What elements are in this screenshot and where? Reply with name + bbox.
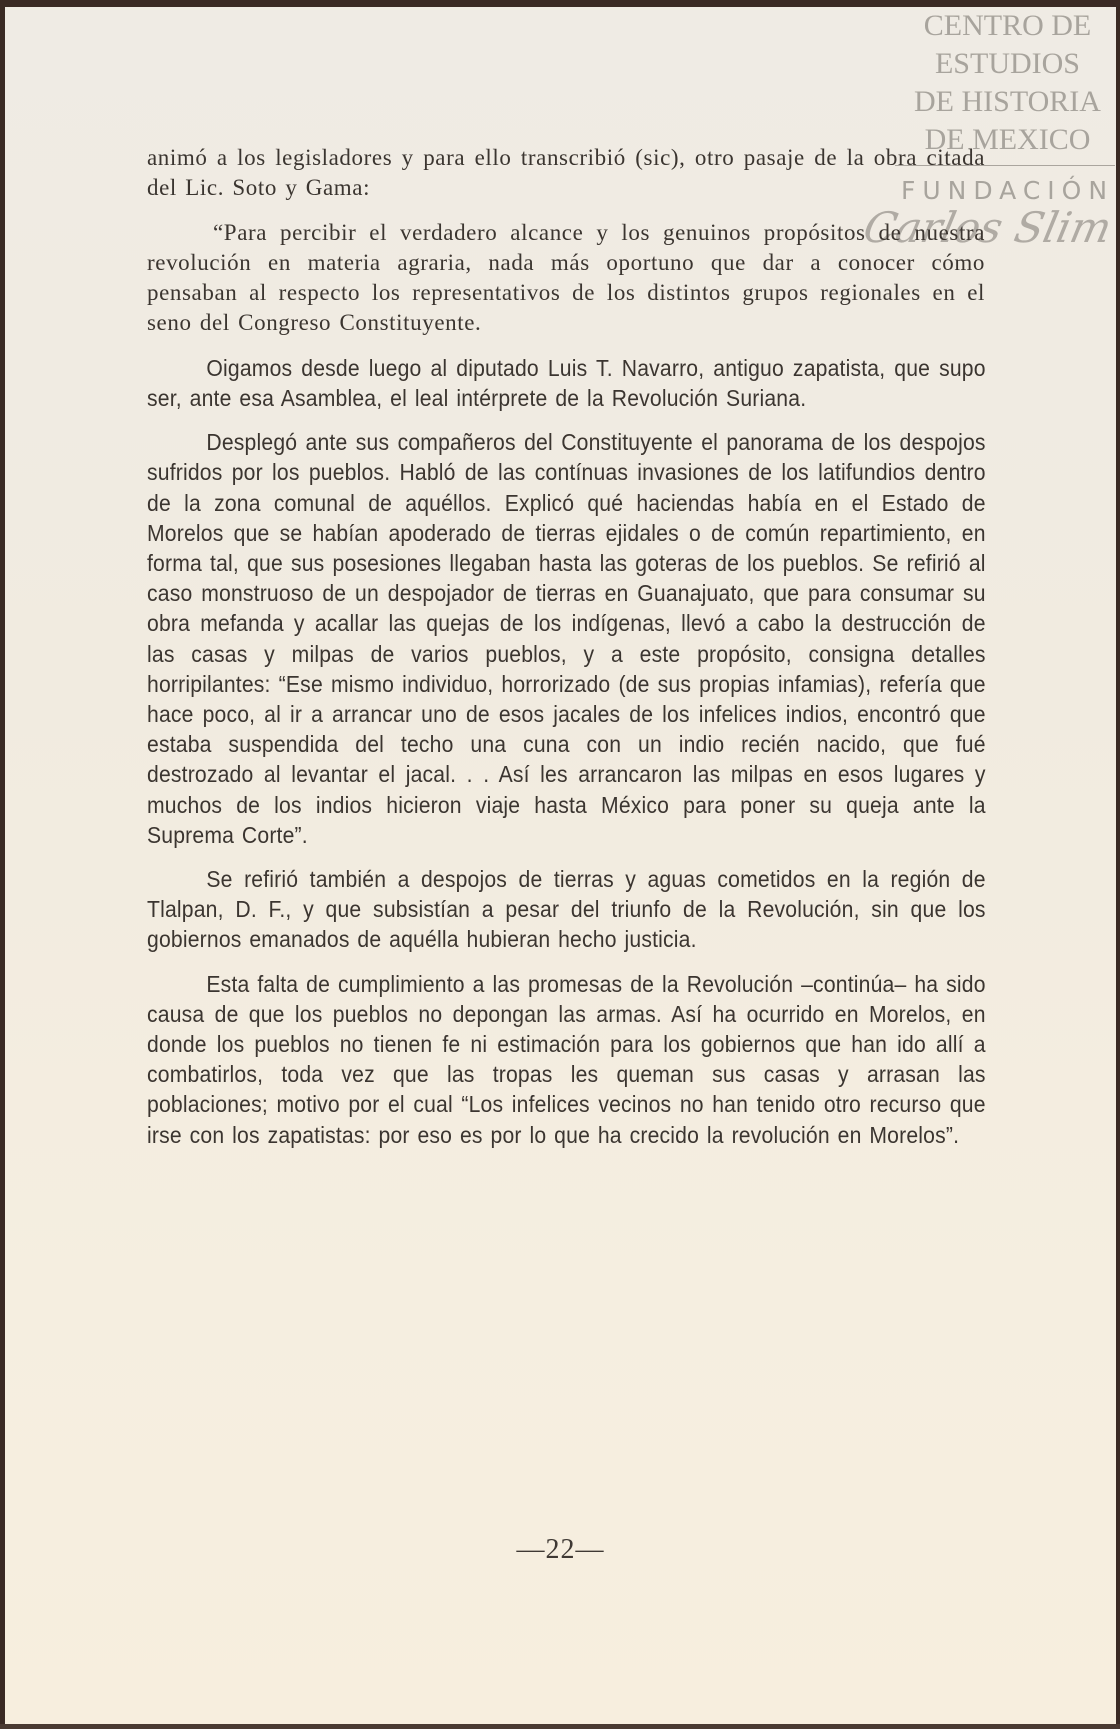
page-bottom-edge xyxy=(0,1724,1120,1729)
document-page xyxy=(5,7,1116,1724)
paragraph: animó a los legisladores y para ello transcribió (sic), otro pasaje de la obra citada del Lic. Soto y Gama: xyxy=(147,145,985,201)
watermark-line: DE HISTORIA xyxy=(914,85,1101,118)
paragraph: Desplegó ante sus compañeros del Constituyente el panorama de los despojos sufridos por los pueblos. Habló de las contínuas invasiones de los latifundios dentro de la zona comunal de aquéllos. Explicó qué haciendas había en el Estado de Morelos que se habían apoderado de tierras ejidales o de común repartimiento, en forma tal, que sus posesiones llegaban hasta las goteras de los pueblos. Se refirió al caso monstruoso de un despojador de tierras en Guanajuato, que para consumar su obra mefanda y acallar las quejas de los indígenas, llevó a cabo la destrucción de las casas y milpas de varios pueblos, y a este propósito, consigna detalles horripilantes: “Ese mismo individuo, horrorizado (de sus propias infamias), refería que hace poco, al ir a arrancar uno de esos jacales de los infelices indios, encontró que estaba suspendida del techo una cuna con un indio recién nacido, que fué destrozado al levantar el jacal. . . Así les arrancaron las milpas en esos lugares y muchos de los indios hicieron viaje hasta México para poner su queja ante la Suprema Corte”. xyxy=(147,429,986,848)
watermark-line: DE MEXICO xyxy=(924,123,1091,156)
paragraph: Oigamos desde luego al diputado Luis T. Navarro, antiguo zapatista, que supo ser, ante esa Asamblea, el leal intérprete de la Revolución Suriana. xyxy=(147,354,986,411)
paragraph: Se refirió también a despojos de tierras y aguas cometidos en la región de Tlalpan, D. F., y que subsistían a pesar del triunfo de la Revolución, sin que los gobiernos emanados de aquélla hubieran hecho justicia. xyxy=(147,866,986,953)
watermark-line: ESTUDIOS xyxy=(934,47,1080,80)
watermark-signature: Carlos Slim xyxy=(859,203,1116,252)
watermark-fundacion: FUNDACIÓN xyxy=(900,176,1115,205)
body-text xyxy=(147,143,985,1164)
page-number: —22— xyxy=(516,1534,605,1565)
paragraph-quote-intro: “Para percibir el verdadero alcance y los genuinos propósitos de nuestra revolución en materia agraria, nada más oportuno que dar a conocer cómo pensaban al respecto los representativos de los distintos grupos regionales en el seno del Congreso Constituyente. xyxy=(147,219,985,336)
paragraph: Esta falta de cumplimiento a las promesas de la Revolución –continúa– ha sido causa de que los pueblos no depongan las armas. Así ha ocurrido en Morelos, en donde los pueblos no tienen fe ni estimación para los gobiernos que han ido allí a combatirlos, toda vez que las tropas les queman sus casas y arrasan las poblaciones; motivo por el cual “Los infelices vecinos no han tenido otro recurso que irse con los zapatistas: por eso es por lo que ha crecido la revolución en Morelos”. xyxy=(147,970,986,1148)
watermark-line: CENTRO DE xyxy=(923,9,1092,42)
